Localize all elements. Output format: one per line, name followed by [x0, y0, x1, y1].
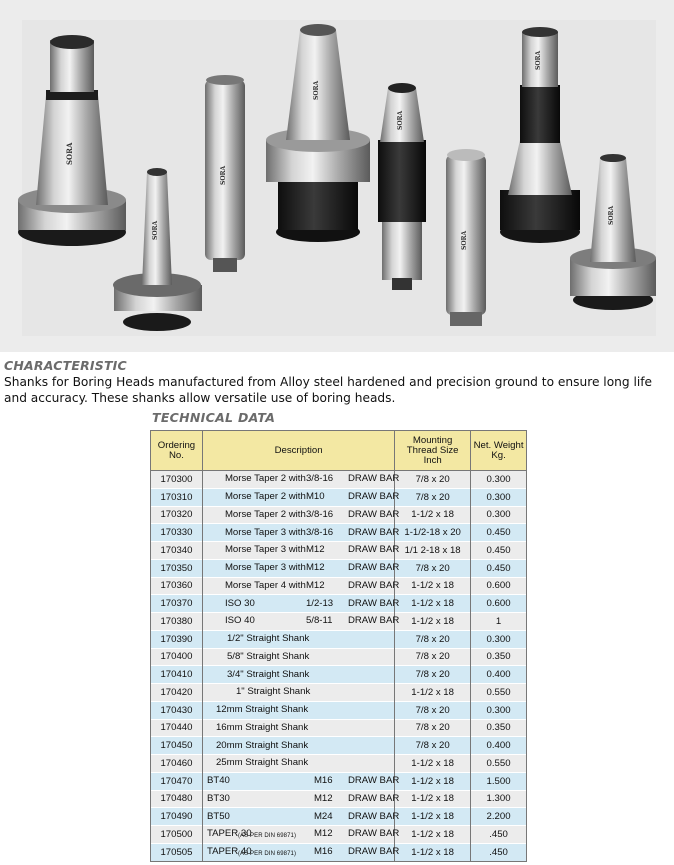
description-draw-bar: DRAW BAR: [347, 579, 400, 591]
description-text: ISO 40: [224, 615, 255, 627]
shank-3: [205, 75, 245, 272]
table-row: [151, 666, 527, 684]
cell-description: [202, 666, 394, 684]
technical-data-heading: TECHNICAL DATA: [152, 410, 276, 425]
description-draw-bar: DRAW BAR: [347, 810, 400, 822]
cell-weight: 0.300: [471, 488, 527, 506]
cell-ordering-no: 170330: [151, 524, 203, 542]
table-row: [151, 684, 527, 702]
description-text: Morse Taper 3 with: [224, 544, 306, 556]
cell-weight: .450: [471, 826, 527, 844]
cell-description: [202, 843, 400, 861]
cell-weight: 0.550: [471, 755, 527, 773]
table-row: [151, 613, 527, 631]
description-size: M24: [313, 810, 333, 822]
description-size: M12: [305, 579, 325, 591]
cell-thread-size: 7/8 x 20: [395, 488, 471, 506]
header-weight: Net. Weight Kg.: [471, 431, 527, 471]
svg-text:SORA: SORA: [152, 220, 159, 240]
characteristic-heading: CHARACTERISTIC: [4, 358, 127, 373]
cell-thread-size: 1-1/2 x 18: [395, 790, 471, 808]
cell-description: [202, 772, 400, 790]
product-photo: [0, 0, 674, 352]
cell-ordering-no: 170300: [151, 471, 203, 489]
description-draw-bar: DRAW BAR: [347, 544, 400, 556]
table-row: [151, 595, 527, 613]
description-size: 1/2-13: [305, 597, 334, 609]
cell-description: [202, 790, 400, 808]
description-size: 3/8-16: [305, 473, 334, 485]
svg-text:SORA: SORA: [397, 110, 404, 130]
description-text: BT30: [206, 792, 230, 804]
cell-description: [202, 737, 394, 755]
cell-ordering-no: 170410: [151, 666, 203, 684]
description-draw-bar: DRAW BAR: [347, 792, 400, 804]
technical-data-table: [150, 430, 527, 862]
svg-text:SORA: SORA: [535, 50, 542, 70]
cell-weight: 0.400: [471, 666, 527, 684]
cell-description: [202, 471, 400, 489]
cell-thread-size: 1-1/2 x 18: [395, 808, 471, 826]
description-size: M12: [305, 562, 325, 574]
cell-description: [202, 808, 400, 826]
description-draw-bar: DRAW BAR: [347, 615, 400, 627]
table-row: [151, 701, 527, 719]
cell-description: [202, 559, 400, 577]
cell-description: [202, 826, 400, 844]
table-row: [151, 808, 527, 826]
table-row: [151, 577, 527, 595]
cell-weight: 1.300: [471, 790, 527, 808]
description-size: 5/8-11: [305, 615, 333, 627]
cell-weight: 0.450: [471, 524, 527, 542]
description-text: 5/8" Straight Shank: [226, 650, 310, 662]
cell-description: [202, 524, 400, 542]
description-draw-bar: DRAW BAR: [347, 473, 400, 485]
cell-weight: 2.200: [471, 808, 527, 826]
cell-description: [202, 488, 400, 506]
shank-5: [378, 83, 426, 290]
cell-thread-size: 7/8 x 20: [395, 701, 471, 719]
cell-thread-size: 1-1/2 x 18: [395, 684, 471, 702]
description-text: 1" Straight Shank: [235, 686, 311, 698]
description-size: M16: [313, 775, 333, 787]
table-row: [151, 737, 527, 755]
characteristic-text: Shanks for Boring Heads manufactured from Alloy steel hardened and precision ground to ensure long life and accuracy. These shanks allow versatile use of boring heads.: [4, 375, 653, 405]
cell-weight: 0.400: [471, 737, 527, 755]
table-row: [151, 559, 527, 577]
description-text: BT50: [206, 810, 230, 822]
description-size: M12: [305, 544, 325, 556]
table-row: [151, 843, 527, 861]
cell-ordering-no: 170340: [151, 542, 203, 560]
cell-weight: 0.600: [471, 577, 527, 595]
header-ordering: Ordering No.: [151, 431, 203, 471]
cell-ordering-no: 170490: [151, 808, 203, 826]
cell-ordering-no: 170350: [151, 559, 203, 577]
cell-weight: 0.350: [471, 719, 527, 737]
cell-weight: 1: [471, 613, 527, 631]
cell-ordering-no: 170505: [151, 843, 203, 861]
cell-thread-size: 1-1/2 x 18: [395, 577, 471, 595]
description-text: 3/4" Straight Shank: [226, 668, 310, 680]
description-text: Morse Taper 2 with: [224, 473, 306, 485]
table-row: [151, 826, 527, 844]
cell-thread-size: 1-1/2 x 18: [395, 826, 471, 844]
description-size: 3/8-16: [305, 508, 334, 520]
cell-thread-size: 7/8 x 20: [395, 719, 471, 737]
cell-ordering-no: 170420: [151, 684, 203, 702]
cell-thread-size: 1-1/2 x 18: [395, 755, 471, 773]
table-row: [151, 542, 527, 560]
shank-6: [446, 149, 486, 326]
description-size: M12: [313, 792, 333, 804]
description-text: 12mm Straight Shank: [215, 704, 309, 716]
table-row: [151, 755, 527, 773]
svg-text:SORA: SORA: [313, 80, 320, 100]
description-text: Morse Taper 2 with: [224, 508, 306, 520]
svg-text:SORA: SORA: [461, 230, 468, 250]
cell-ordering-no: 170400: [151, 648, 203, 666]
description-draw-bar: DRAW BAR: [347, 491, 400, 503]
cell-weight: 0.550: [471, 684, 527, 702]
description-note: (AS PER DIN 69871): [237, 833, 297, 840]
cell-thread-size: 1-1/2 x 18: [395, 772, 471, 790]
table-row: [151, 648, 527, 666]
cell-weight: 0.300: [471, 630, 527, 648]
cell-ordering-no: 170500: [151, 826, 203, 844]
cell-thread-size: 1-1/2-18 x 20: [395, 524, 471, 542]
cell-description: [202, 684, 394, 702]
description-text: TAPER 40: [206, 846, 252, 858]
cell-thread-size: 7/8 x 20: [395, 666, 471, 684]
cell-description: [202, 542, 400, 560]
cell-thread-size: 7/8 x 20: [395, 630, 471, 648]
cell-ordering-no: 170470: [151, 772, 203, 790]
cell-ordering-no: 170370: [151, 595, 203, 613]
cell-ordering-no: 170360: [151, 577, 203, 595]
description-draw-bar: DRAW BAR: [347, 597, 400, 609]
cell-weight: 0.300: [471, 471, 527, 489]
cell-description: [202, 577, 400, 595]
svg-text:SORA: SORA: [608, 205, 615, 225]
table-row: [151, 488, 527, 506]
table-row: [151, 471, 527, 489]
description-draw-bar: DRAW BAR: [347, 846, 400, 858]
cell-description: [202, 648, 394, 666]
cell-ordering-no: 170450: [151, 737, 203, 755]
description-size: M10: [305, 491, 325, 503]
table-row: [151, 506, 527, 524]
table-row: [151, 630, 527, 648]
cell-thread-size: 7/8 x 20: [395, 471, 471, 489]
description-text: Morse Taper 4 with: [224, 579, 306, 591]
cell-description: [202, 630, 394, 648]
description-text: 20mm Straight Shank: [215, 739, 309, 751]
cell-ordering-no: 170390: [151, 630, 203, 648]
cell-thread-size: 1/1 2-18 x 18: [395, 542, 471, 560]
cell-weight: .450: [471, 843, 527, 861]
cell-description: [202, 613, 400, 631]
cell-weight: 0.350: [471, 648, 527, 666]
description-size: M16: [313, 846, 333, 858]
description-draw-bar: DRAW BAR: [347, 562, 400, 574]
description-draw-bar: DRAW BAR: [347, 775, 400, 787]
cell-description: [202, 701, 394, 719]
cell-thread-size: 1-1/2 x 18: [395, 595, 471, 613]
table-row: [151, 524, 527, 542]
description-draw-bar: DRAW BAR: [347, 508, 400, 520]
description-text: ISO 30: [224, 597, 255, 609]
cell-weight: 0.450: [471, 542, 527, 560]
cell-thread-size: 1-1/2 x 18: [395, 506, 471, 524]
cell-ordering-no: 170460: [151, 755, 203, 773]
description-text: 16mm Straight Shank: [215, 721, 309, 733]
cell-description: [202, 755, 394, 773]
description-size: 3/8-16: [305, 526, 334, 538]
description-draw-bar: DRAW BAR: [347, 526, 400, 538]
cell-weight: 0.300: [471, 701, 527, 719]
boring-shanks-image: [0, 0, 674, 352]
cell-weight: 0.600: [471, 595, 527, 613]
table-row: [151, 719, 527, 737]
svg-text:SORA: SORA: [220, 165, 227, 185]
cell-thread-size: 7/8 x 20: [395, 648, 471, 666]
cell-thread-size: 7/8 x 20: [395, 737, 471, 755]
header-description: Description: [202, 431, 394, 471]
table-row: [151, 790, 527, 808]
cell-ordering-no: 170320: [151, 506, 203, 524]
description-text: 25mm Straight Shank: [215, 757, 309, 769]
description-text: Morse Taper 3 with: [224, 562, 306, 574]
description-text: TAPER 30: [206, 828, 252, 840]
cell-thread-size: 1-1/2 x 18: [395, 843, 471, 861]
table-body: [151, 471, 527, 862]
cell-thread-size: 1-1/2 x 18: [395, 613, 471, 631]
table-row: [151, 772, 527, 790]
cell-ordering-no: 170380: [151, 613, 203, 631]
cell-weight: 0.300: [471, 506, 527, 524]
description-draw-bar: DRAW BAR: [347, 828, 400, 840]
description-text: 1/2" Straight Shank: [226, 633, 310, 645]
description-text: BT40: [206, 775, 230, 787]
cell-description: [202, 506, 400, 524]
description-size: M12: [313, 828, 333, 840]
description-note: (AS PER DIN 69871): [237, 851, 297, 858]
cell-description: [202, 719, 394, 737]
cell-ordering-no: 170310: [151, 488, 203, 506]
header-thread: Mounting Thread Size Inch: [395, 431, 471, 471]
cell-ordering-no: 170480: [151, 790, 203, 808]
cell-description: [202, 595, 400, 613]
description-text: Morse Taper 3 with: [224, 526, 306, 538]
cell-weight: 0.450: [471, 559, 527, 577]
description-text: Morse Taper 2 with: [224, 491, 306, 503]
svg-text:SORA: SORA: [65, 142, 74, 165]
cell-ordering-no: 170430: [151, 701, 203, 719]
cell-weight: 1.500: [471, 772, 527, 790]
table-header-row: [151, 431, 527, 471]
cell-thread-size: 7/8 x 20: [395, 559, 471, 577]
cell-ordering-no: 170440: [151, 719, 203, 737]
